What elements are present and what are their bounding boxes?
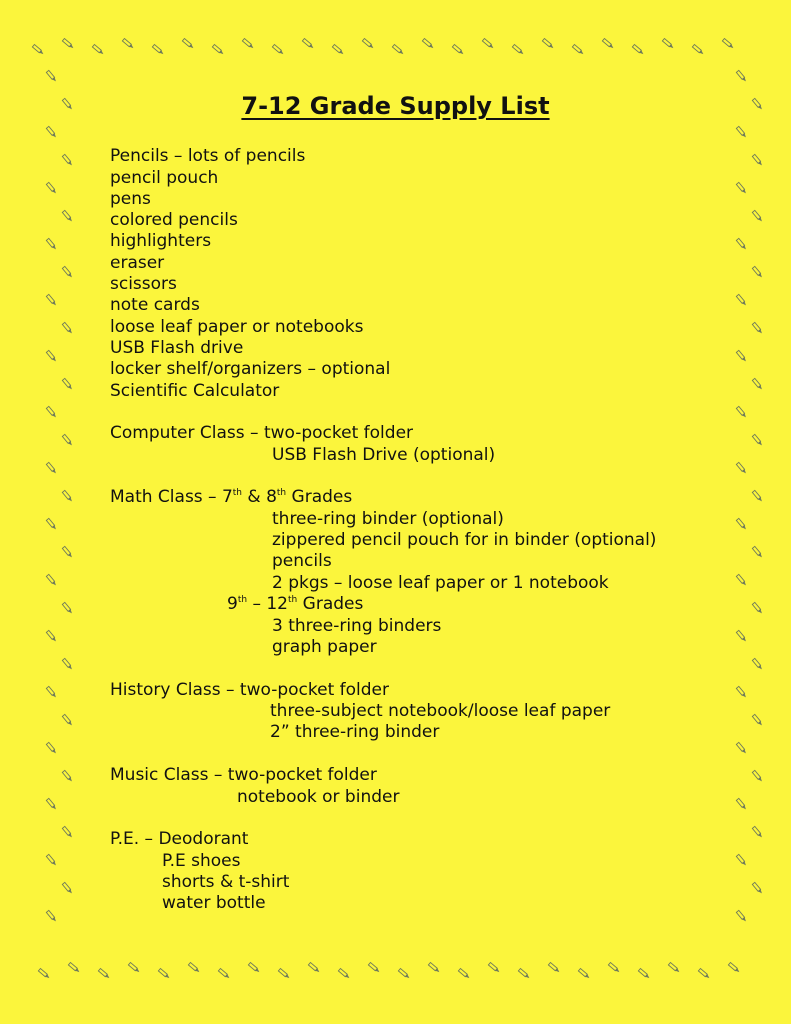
pencil-icon (38, 969, 50, 980)
pencil-icon (46, 238, 57, 250)
pencil-icon (736, 854, 747, 866)
pencil-icon (46, 686, 57, 698)
pencil-icon (548, 963, 560, 974)
list-item: three-subject notebook/loose leaf paper (270, 701, 611, 721)
pencil-icon (62, 434, 73, 446)
pencil-icon (578, 969, 590, 980)
pencil-icon (482, 39, 494, 50)
list-item: 2” three-ring binder (270, 722, 440, 742)
pencil-icon (736, 742, 747, 754)
list-item: locker shelf/organizers – optional (110, 359, 391, 379)
list-item: notebook or binder (237, 787, 400, 807)
pencil-icon (668, 963, 680, 974)
pencil-icon (698, 969, 710, 980)
list-item: colored pencils (110, 210, 238, 230)
pencil-icon (46, 462, 57, 474)
list-item: scissors (110, 274, 177, 294)
pencil-icon (752, 546, 763, 558)
pencil-icon (182, 39, 194, 50)
pencil-icon (752, 154, 763, 166)
pencil-icon (242, 39, 254, 50)
pencil-icon (736, 238, 747, 250)
pencil-icon (158, 969, 170, 980)
pencil-icon (128, 963, 140, 974)
pencil-icon (752, 826, 763, 838)
pencil-icon (488, 963, 500, 974)
pencil-icon (608, 963, 620, 974)
list-item: eraser (110, 253, 165, 273)
pencil-icon (428, 963, 440, 974)
pencil-icon (638, 969, 650, 980)
pencil-icon (98, 969, 110, 980)
pencil-icon (752, 658, 763, 670)
list-item: 2 pkgs – loose leaf paper or 1 notebook (272, 573, 609, 593)
pencil-icon (736, 70, 747, 82)
list-item: P.E shoes (162, 851, 241, 871)
pencil-icon (62, 546, 73, 558)
pencil-icon (512, 45, 524, 56)
pencil-icon (452, 45, 464, 56)
pencil-icon (46, 854, 57, 866)
pencil-icon (46, 126, 57, 138)
pencil-icon (248, 963, 260, 974)
computer-class-heading: Computer Class – two-pocket folder (110, 423, 414, 443)
pencil-icon (736, 462, 747, 474)
pencil-icon (752, 490, 763, 502)
list-item: highlighters (110, 231, 212, 251)
list-item: Pencils – lots of pencils (110, 146, 306, 166)
history-class-heading: History Class – two-pocket folder (110, 680, 389, 700)
pencil-icon (736, 574, 747, 586)
pencil-icon (46, 294, 57, 306)
pencil-icon (218, 969, 230, 980)
pencil-icon (278, 969, 290, 980)
pencil-icon (152, 45, 164, 56)
list-item: graph paper (272, 637, 377, 657)
pencil-icon (46, 742, 57, 754)
pencil-icon (728, 963, 740, 974)
pencil-icon (62, 602, 73, 614)
pe-class-heading: P.E. – Deodorant (110, 829, 249, 849)
pencil-icon (338, 969, 350, 980)
list-item: note cards (110, 295, 200, 315)
pencil-icon (212, 45, 224, 56)
pencil-icon (736, 182, 747, 194)
pencil-icon (752, 210, 763, 222)
pencil-icon (398, 969, 410, 980)
pencil-icon (752, 322, 763, 334)
list-item: pens (110, 189, 151, 209)
pencil-icon (752, 434, 763, 446)
list-item: USB Flash Drive (optional) (272, 445, 496, 465)
pencil-icon (32, 45, 44, 56)
pencil-icon (662, 39, 674, 50)
pencil-icon (692, 45, 704, 56)
pencil-icon (752, 714, 763, 726)
pencil-icon (736, 798, 747, 810)
pencil-icon (46, 350, 57, 362)
pencil-icon (736, 406, 747, 418)
page-title: 7-12 Grade Supply List (241, 92, 550, 120)
pencil-icon (422, 39, 434, 50)
pencil-icon (572, 45, 584, 56)
pencil-icon (62, 266, 73, 278)
pencil-icon (46, 630, 57, 642)
pencil-icon (46, 518, 57, 530)
pencil-icon (188, 963, 200, 974)
pencil-icon (362, 39, 374, 50)
pencil-icon (392, 45, 404, 56)
pencil-icon (752, 770, 763, 782)
pencil-icon (46, 406, 57, 418)
list-item: 3 three-ring binders (272, 616, 442, 636)
pencil-icon (632, 45, 644, 56)
pencil-icon (302, 39, 314, 50)
pencil-icon (308, 963, 320, 974)
list-item: water bottle (162, 893, 266, 913)
list-item: pencil pouch (110, 168, 219, 188)
math-class-heading: Math Class – 7th & 8th Grades (110, 487, 353, 507)
pencil-icon (122, 39, 134, 50)
pencil-icon (332, 45, 344, 56)
pencil-icon (602, 39, 614, 50)
pencil-icon (518, 969, 530, 980)
pencil-icon (62, 154, 73, 166)
pencil-icon (736, 126, 747, 138)
pencil-icon (736, 350, 747, 362)
pencil-icon (752, 882, 763, 894)
pencil-icon (736, 294, 747, 306)
pencil-icon (722, 39, 734, 50)
pencil-icon (62, 882, 73, 894)
list-item: USB Flash drive (110, 338, 244, 358)
pencil-icon (62, 378, 73, 390)
pencil-icon (46, 910, 57, 922)
pencil-icon (736, 910, 747, 922)
pencil-icon (272, 45, 284, 56)
pencil-icon (736, 518, 747, 530)
pencil-icon (736, 686, 747, 698)
pencil-icon (46, 798, 57, 810)
pencil-icon (62, 714, 73, 726)
pencil-icon (62, 770, 73, 782)
list-item: loose leaf paper or notebooks (110, 317, 364, 337)
pencil-icon (92, 45, 104, 56)
pencil-icon (68, 963, 80, 974)
pencil-icon (368, 963, 380, 974)
pencil-icon (752, 378, 763, 390)
pencil-icon (46, 574, 57, 586)
pencil-icon (62, 210, 73, 222)
pencil-icon (62, 658, 73, 670)
list-item: shorts & t-shirt (162, 872, 290, 892)
list-item: Scientific Calculator (110, 381, 280, 401)
pencil-icon (736, 630, 747, 642)
pencil-icon (46, 182, 57, 194)
pencil-icon (752, 266, 763, 278)
pencil-icon (542, 39, 554, 50)
pencil-icon (62, 490, 73, 502)
pencil-icon (46, 70, 57, 82)
list-item: three-ring binder (optional) (272, 509, 504, 529)
list-item: zippered pencil pouch for in binder (optional) (272, 530, 657, 550)
list-item: pencils (272, 551, 332, 571)
pencil-icon (62, 322, 73, 334)
pencil-icon (62, 826, 73, 838)
pencil-icon (458, 969, 470, 980)
math-upper-grades-heading: 9th – 12th Grades (227, 594, 364, 614)
pencil-icon (752, 602, 763, 614)
music-class-heading: Music Class – two-pocket folder (110, 765, 377, 785)
pencil-icon (62, 39, 74, 50)
